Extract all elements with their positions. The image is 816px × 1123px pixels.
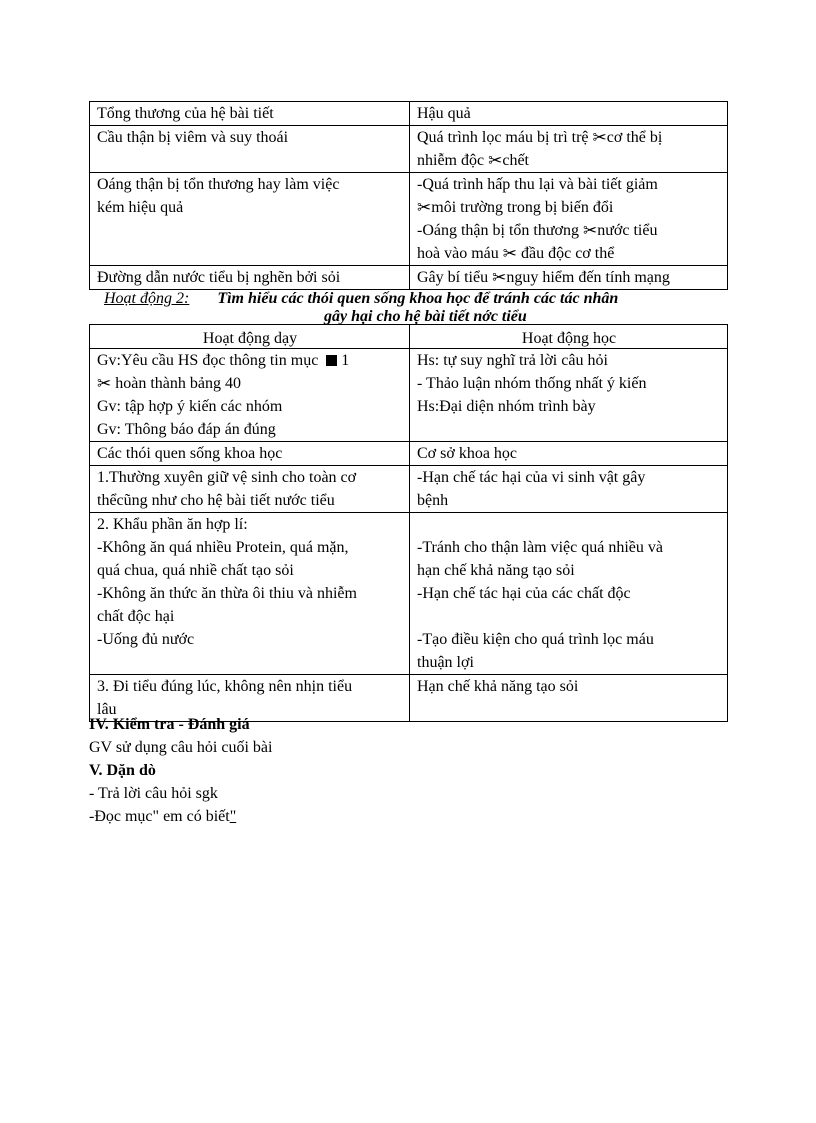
activity-title-continued: gây hại cho hệ bài tiết nớc tiểu <box>324 308 527 325</box>
cell-text: Gv: Thông báo đáp án đúng <box>97 421 276 438</box>
header-text: Hoạt động học <box>521 330 617 347</box>
cell-text <box>417 196 721 219</box>
table-cell <box>410 126 728 173</box>
cell-text <box>417 513 721 536</box>
table-header-cell: Hậu quả <box>410 102 728 126</box>
cell-text <box>417 149 721 172</box>
table-cell <box>410 349 728 442</box>
lesson-footer <box>89 713 729 828</box>
cell-text: -Không ăn quá nhiều Protein, quá mặn, <box>97 539 349 556</box>
cell-text: Hạn chế khả năng tạo sỏi <box>417 678 579 695</box>
cell-text: 3. Đi tiểu đúng lúc, không nên nhịn tiểu <box>97 678 353 695</box>
scissors-icon: ✂ <box>488 151 503 171</box>
table-row <box>90 266 728 290</box>
cell-text: bệnh <box>417 492 449 509</box>
cell-text-part: nước tiểu <box>597 222 658 239</box>
cell-text-part: nguy hiểm đến tính mạng <box>506 269 670 286</box>
table-row <box>90 466 728 513</box>
header-text: Hoạt động dạy <box>202 330 298 347</box>
cell-text-part: hoà vào máu <box>417 245 503 262</box>
footer-text-part: -Đọc mục" em có biết <box>89 808 230 825</box>
cell-text: quá chua, quá nhiề chất tạo sỏi <box>97 562 294 579</box>
table-row <box>90 173 728 266</box>
cell-text: -Quá trình hấp thu lại và bài tiết giảm <box>417 176 658 193</box>
cell-text: -Uống đủ nước <box>97 631 195 648</box>
cell-text <box>417 126 721 149</box>
table-header-cell <box>410 325 728 349</box>
activity-heading <box>104 290 724 326</box>
cell-text-part: 1 <box>341 352 350 369</box>
cell-text <box>417 242 721 265</box>
scissors-icon: ✂ <box>492 268 507 288</box>
cell-text: -Không ăn thức ăn thừa ôi thiu và nhiễm <box>97 585 357 602</box>
cell-text <box>97 349 403 372</box>
square-bullet-icon <box>326 355 337 366</box>
section-heading-homework: V. Dặn dò <box>89 762 156 779</box>
table-cell <box>90 126 410 173</box>
cell-text: Hs:Đại diện nhóm trình bày <box>417 398 596 415</box>
table-cell <box>410 266 728 290</box>
cell-text-part: hoàn thành bảng 40 <box>111 375 241 392</box>
cell-text: -Hạn chế tác hại của các chất độc <box>417 585 631 602</box>
cell-text-part: Gây bí tiểu <box>417 269 493 286</box>
scissors-icon: ✂ <box>502 244 517 264</box>
cell-text <box>417 219 721 242</box>
table-cell <box>90 173 410 266</box>
cell-text-part: nhiễm độc <box>417 152 489 169</box>
cell-text-part: cơ thể bị <box>606 129 663 146</box>
cell-text: -Tạo điều kiện cho quá trình lọc máu <box>417 631 654 648</box>
cell-text: 1.Thường xuyên giữ vệ sinh cho toàn cơ <box>97 469 357 486</box>
table-cell <box>410 466 728 513</box>
activity-label: Hoạt động 2: <box>104 290 190 307</box>
cell-text: Hs: tự suy nghĩ trả lời câu hỏi <box>417 352 608 369</box>
table-row <box>90 513 728 675</box>
cell-text-part: chết <box>502 152 529 169</box>
cell-text-part: môi trường trong bị biến đổi <box>431 199 614 216</box>
cell-text: Cầu thận bị viêm và suy thoái <box>97 129 289 146</box>
table-cell <box>410 513 728 675</box>
footer-text <box>89 805 729 828</box>
cell-text: -Hạn chế tác hại của vi sinh vật gây <box>417 469 646 486</box>
cell-text-part: Quá trình lọc máu bị trì trệ <box>417 129 593 146</box>
table-header-cell: Tổng thương của hệ bài tiết <box>90 102 410 126</box>
table-cell <box>410 173 728 266</box>
table-cell <box>90 513 410 675</box>
table-header-cell: Các thói quen sống khoa học <box>90 442 410 466</box>
table-row <box>90 349 728 442</box>
table-row <box>90 126 728 173</box>
cell-text: Gv: tập hợp ý kiến các nhóm <box>97 398 283 415</box>
cell-text: -Tránh cho thận làm việc quá nhiều và <box>417 539 664 556</box>
cell-text <box>417 266 721 289</box>
cell-text: Oáng thận bị tổn thương hay làm việc <box>97 176 340 193</box>
cell-text: - Thảo luận nhóm thống nhất ý kiến <box>417 375 647 392</box>
activities-table <box>89 324 728 722</box>
scissors-icon: ✂ <box>592 128 607 148</box>
table-header-cell <box>90 325 410 349</box>
table-cell <box>90 466 410 513</box>
table-header-cell: Cơ sở khoa học <box>410 442 728 466</box>
table-cell <box>90 266 410 290</box>
cell-text: kém hiệu quả <box>97 199 184 216</box>
cell-text <box>97 372 403 395</box>
scissors-icon: ✂ <box>417 198 432 218</box>
cell-text: 2. Khẩu phần ăn hợp lí: <box>97 516 248 533</box>
table-header-row <box>90 325 728 349</box>
table-header-row <box>90 102 728 126</box>
cell-text <box>97 651 403 674</box>
cell-text <box>417 605 721 628</box>
footer-text-part: " <box>229 808 237 825</box>
cell-text: lâu <box>97 701 117 718</box>
cell-text: chất độc hại <box>97 608 175 625</box>
cell-text-part: đầu độc cơ thể <box>517 245 615 262</box>
table-cell <box>90 349 410 442</box>
cell-text: hạn chế khả năng tạo sỏi <box>417 562 575 579</box>
footer-text: - Trả lời câu hỏi sgk <box>89 785 218 802</box>
activity-title: Tìm hiểu các thói quen sống khoa học để tránh các tác nhân <box>217 290 619 307</box>
cell-text-part: -Oáng thận bị tổn thương <box>417 222 583 239</box>
cell-text: Đường dẫn nước tiểu bị nghẽn bởi sỏi <box>97 269 341 286</box>
scissors-icon: ✂ <box>583 221 598 241</box>
table-subheader-row <box>90 442 728 466</box>
cell-text: thểcũng như cho hệ bài tiết nước tiểu <box>97 492 335 509</box>
section-heading-assessment: IV. Kiểm tra - Đánh giá <box>89 716 250 733</box>
cell-text: thuận lợi <box>417 654 474 671</box>
footer-text: GV sử dụng câu hỏi cuối bài <box>89 739 273 756</box>
scissors-icon: ✂ <box>97 374 112 394</box>
consequences-table <box>89 101 728 290</box>
cell-text-part: Gv:Yêu cầu HS đọc thông tin mục <box>97 352 319 369</box>
